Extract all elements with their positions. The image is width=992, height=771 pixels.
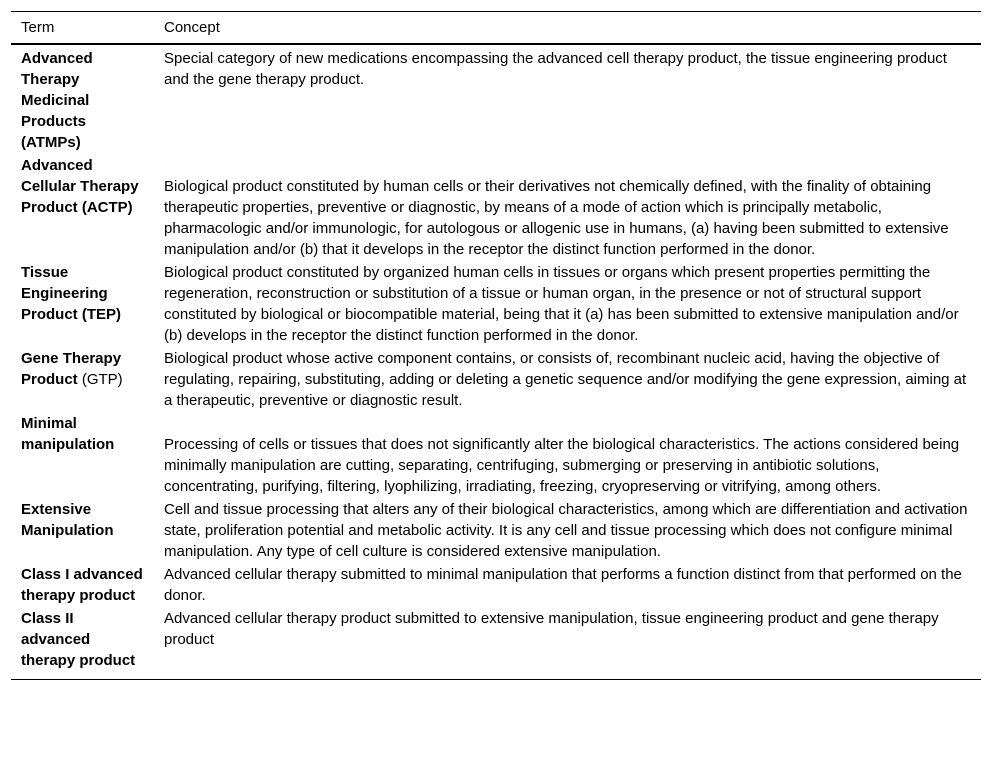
term-cell: Class II advanced therapy product — [11, 607, 154, 680]
term-cell: Tissue Engineering Product (TEP) — [21, 264, 121, 323]
term-cell — [11, 347, 154, 412]
concept-cell — [154, 412, 981, 498]
table-row — [11, 44, 981, 154]
concept-spacer — [164, 413, 971, 434]
definitions-table — [11, 11, 981, 680]
table-row — [11, 412, 981, 498]
table-row — [11, 498, 981, 563]
table-row — [11, 261, 981, 347]
concept-spacer — [164, 155, 971, 176]
concept-cell: Cell and tissue processing that alters any of their biological characteristics, among which are differentiation and activation state, proliferation potential and metabolic activity. It is any cell and tissue processing which does not configure minimal manipulation. Any type of cell culture is considered extensive manipulation. — [164, 501, 968, 560]
concept-text: Biological product constituted by human cells or their derivatives not chemically defined, with the finality of obtaining therapeutic properties, preventive or diagnostic, by means of a mode of action which is principally metabolic, pharmacologic and/or immunologic, for autologous or allogenic use in humans, (a) having been submitted to extensive manipulation and/or (b) that it develops in the receptor the distinct function performed in the donor. — [164, 178, 949, 258]
concept-cell: Biological product constituted by organized human cells in tissues or organs which present properties permitting the regeneration, reconstruction or substitution of a tissue or human organ, in the presence or not of structural support constituted by biological or biocompatible material, being that it (a) has been submitted to extensive manipulation and/or (b) develops in the receptor the distinct function performed in the donor. — [164, 264, 959, 344]
table-body — [11, 44, 981, 680]
concept-cell: Advanced cellular therapy product submitted to extensive manipulation, tissue engineering product and gene therapy product — [154, 607, 981, 680]
term-cell: Class I advanced therapy product — [21, 566, 143, 604]
header-row — [11, 12, 981, 45]
header-concept: Concept — [154, 12, 981, 45]
concept-cell: Advanced cellular therapy submitted to minimal manipulation that performs a function distinct from that performed on the donor. — [164, 566, 962, 604]
concept-cell — [154, 154, 981, 261]
term-cell: Minimal manipulation — [21, 415, 115, 453]
term-bold-text: Gene Therapy Product — [21, 350, 122, 388]
concept-cell: Biological product whose active component contains, or consists of, recombinant nucleic acid, having the objective of regulating, repairing, substituting, adding or deleting a genetic sequence and/or modifying the gene expression, aiming at a therapeutic, preventive or diagnostic result. — [164, 350, 967, 409]
table-row — [11, 347, 981, 412]
table-header — [11, 12, 981, 45]
header-term: Term — [11, 12, 154, 45]
concept-cell: Special category of new medications encompassing the advanced cell therapy product, the tissue engineering product and the gene therapy product. — [164, 50, 947, 88]
concept-text: Processing of cells or tissues that does not significantly alter the biological characteristics. The actions considered being minimally manipulation are cutting, separating, centrifuging, submerging or preserving in antibiotic solutions, concentrating, purifying, filtering, lyophilizing, irradiating, freezing, cryopreserving or vitrifying, among others. — [164, 436, 960, 495]
term-cell: Advanced Therapy Medicinal Products (ATMPs) — [21, 50, 93, 151]
definitions-table-container — [11, 11, 981, 680]
term-plain-text: (GTP) — [81, 371, 123, 388]
table-row — [11, 563, 981, 607]
term-cell: Extensive Manipulation — [21, 501, 114, 539]
term-cell: Advanced Cellular Therapy Product (ACTP) — [21, 157, 139, 216]
table-row — [11, 607, 981, 680]
table-row — [11, 154, 981, 261]
